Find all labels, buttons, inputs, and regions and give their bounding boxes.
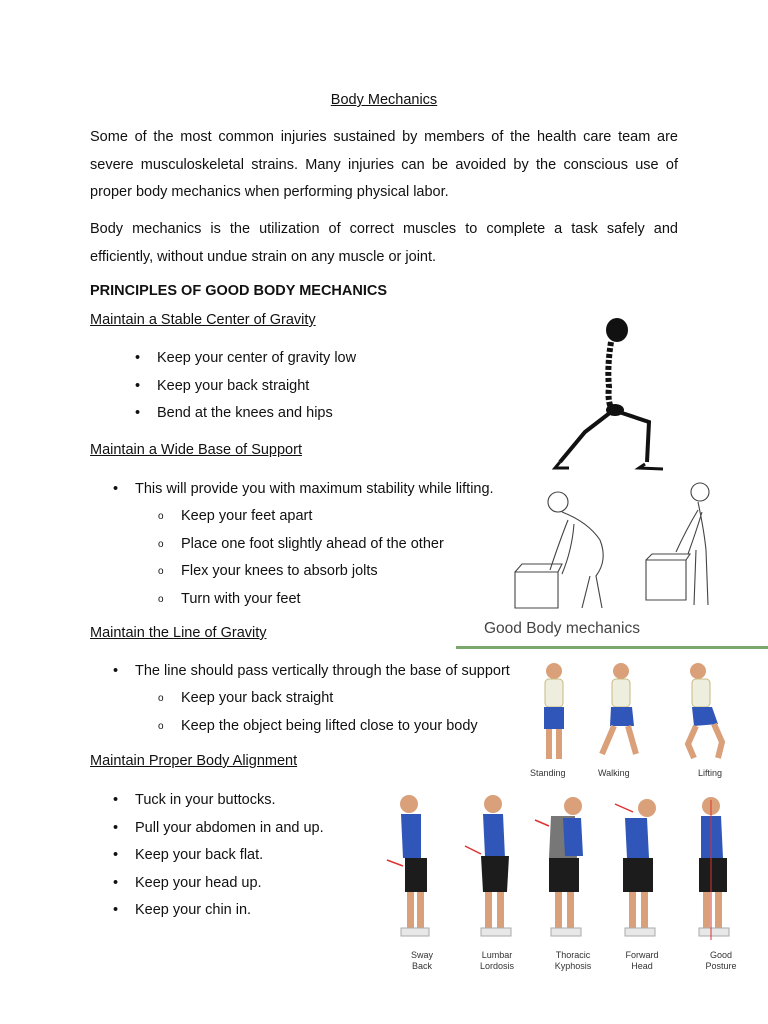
list-item: • Keep your back straight — [135, 377, 310, 394]
list-item: o Keep your back straight — [158, 690, 334, 706]
page-title: Body Mechanics — [330, 92, 438, 108]
label-lifting: Lifting — [698, 768, 723, 778]
intro-paragraph-1: Some of the most common injuries sustained by members of the health care team are severe musculoskeletal strains. Many injuries can be avoided by the conscious use of proper body mechanics when performing physical labor. — [90, 129, 678, 200]
section-heading-line-of-gravity: Maintain the Line of Gravity — [90, 625, 267, 641]
section-heading-stable-center: Maintain a Stable Center of Gravity — [90, 312, 316, 328]
list-item: • Tuck in your buttocks. — [113, 792, 276, 808]
line-of-gravity-list — [113, 658, 510, 686]
label-standing: Standing — [530, 768, 566, 778]
posture-label-5b: Posture — [705, 961, 737, 971]
list-item: • Keep your head up. — [113, 874, 262, 891]
list-item: o Keep your feet apart — [158, 508, 313, 524]
list-item: o Turn with your feet — [158, 590, 301, 607]
posture-label-2a: Lumbar — [481, 950, 513, 960]
list-item: o Flex your knees to absorb jolts — [158, 563, 378, 579]
list-item: • This will provide you with maximum stability while lifting. — [113, 481, 494, 497]
list-item: o Keep the object being lifted close to your body — [158, 717, 478, 734]
posture-label-1a: Sway — [410, 950, 434, 960]
skeleton-lunge-figure — [545, 312, 675, 477]
list-item: • The line should pass vertically through the base of support — [113, 663, 510, 679]
list-item: • Keep your back flat. — [113, 847, 264, 863]
good-mechanics-title: Good Body mechanics — [484, 620, 640, 637]
good-body-mechanics-figure — [456, 614, 768, 784]
posture-forward-head — [615, 799, 656, 936]
posture-label-1b: Back — [411, 961, 433, 971]
posture-sway-back — [387, 795, 429, 936]
posture-label-2b: Lordosis — [479, 961, 515, 971]
list-item: o Place one foot slightly ahead of the other — [158, 535, 444, 552]
posture-good-posture — [699, 797, 729, 940]
wide-base-sublist — [158, 503, 444, 613]
posture-label-5a: Good — [709, 950, 733, 960]
posture-label-3a: Thoracic — [555, 950, 591, 960]
posture-label-4a: Forward — [625, 950, 659, 960]
list-item: • Keep your chin in. — [113, 902, 252, 918]
posture-label-4b: Head — [631, 961, 653, 971]
lifting-box-figure — [510, 480, 720, 615]
wide-base-list — [113, 476, 494, 504]
line-of-gravity-sublist — [158, 685, 478, 740]
section-heading-wide-base: Maintain a Wide Base of Support — [90, 442, 302, 458]
posture-label-3b: Kyphosis — [554, 961, 592, 971]
posture-comparison-figure — [385, 790, 768, 980]
stable-center-list — [135, 345, 356, 428]
accent-divider — [456, 646, 768, 649]
intro-paragraph-2: Body mechanics is the utilization of correct muscles to complete a task safely and efficiently, without undue strain on any muscle or joint. — [90, 221, 678, 265]
label-walking: Walking — [598, 768, 630, 778]
list-item: • Pull your abdomen in and up. — [113, 819, 324, 836]
list-item: • Bend at the knees and hips — [135, 405, 333, 421]
list-item: • Keep your center of gravity low — [135, 350, 357, 366]
posture-thoracic-kyphosis — [535, 797, 583, 936]
posture-lumbar-lordosis — [465, 795, 511, 936]
section-heading-body-alignment: Maintain Proper Body Alignment — [90, 753, 298, 769]
principles-heading: PRINCIPLES OF GOOD BODY MECHANICS — [90, 283, 388, 299]
body-alignment-list — [113, 787, 324, 925]
